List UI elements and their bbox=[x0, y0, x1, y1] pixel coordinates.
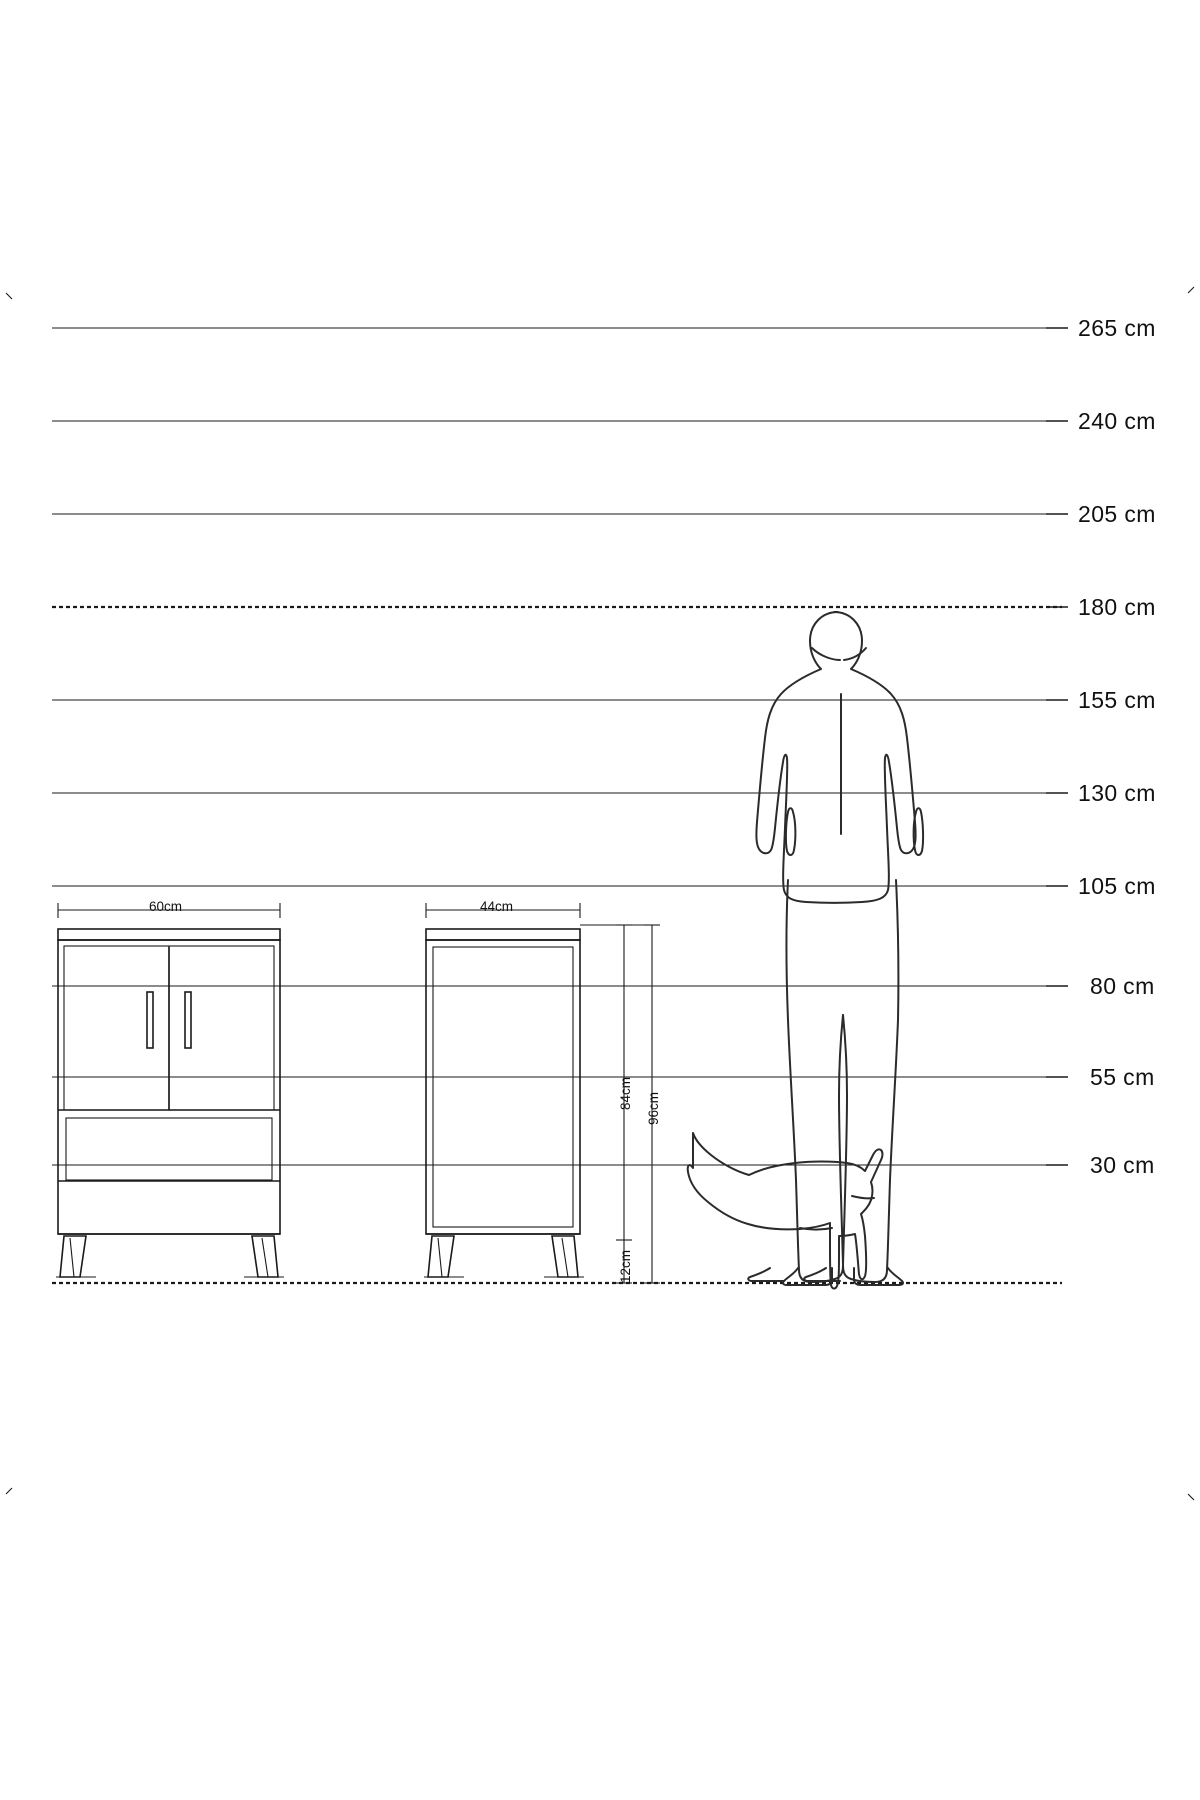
height-label-12: 12cm bbox=[618, 1249, 633, 1283]
height-label-96: 96cm bbox=[646, 1091, 661, 1125]
scale-label-240: 240 cm bbox=[1078, 408, 1156, 434]
corner-marks bbox=[6, 287, 1194, 1500]
scale-label-30: 30 cm bbox=[1090, 1152, 1155, 1178]
human-silhouette bbox=[756, 612, 923, 1285]
width-label-60: 60cm bbox=[149, 899, 183, 914]
two-door-cabinet bbox=[56, 929, 284, 1277]
scale-label-55: 55 cm bbox=[1090, 1064, 1155, 1090]
tall-cabinet bbox=[424, 929, 584, 1277]
height-label-84: 84cm bbox=[618, 1076, 633, 1110]
scale-label-155: 155 cm bbox=[1078, 687, 1156, 713]
scale-label-205: 205 cm bbox=[1078, 501, 1156, 527]
scale-label-265: 265 cm bbox=[1078, 315, 1156, 341]
scale-lines bbox=[52, 328, 1068, 1165]
cat-silhouette bbox=[688, 1133, 883, 1289]
scale-label-105: 105 cm bbox=[1078, 873, 1156, 899]
interior-reference-lines bbox=[280, 986, 1062, 1165]
scale-label-180: 180 cm bbox=[1078, 594, 1156, 620]
width-label-44: 44cm bbox=[480, 899, 514, 914]
scale-label-130: 130 cm bbox=[1078, 780, 1156, 806]
scale-label-80: 80 cm bbox=[1090, 973, 1155, 999]
